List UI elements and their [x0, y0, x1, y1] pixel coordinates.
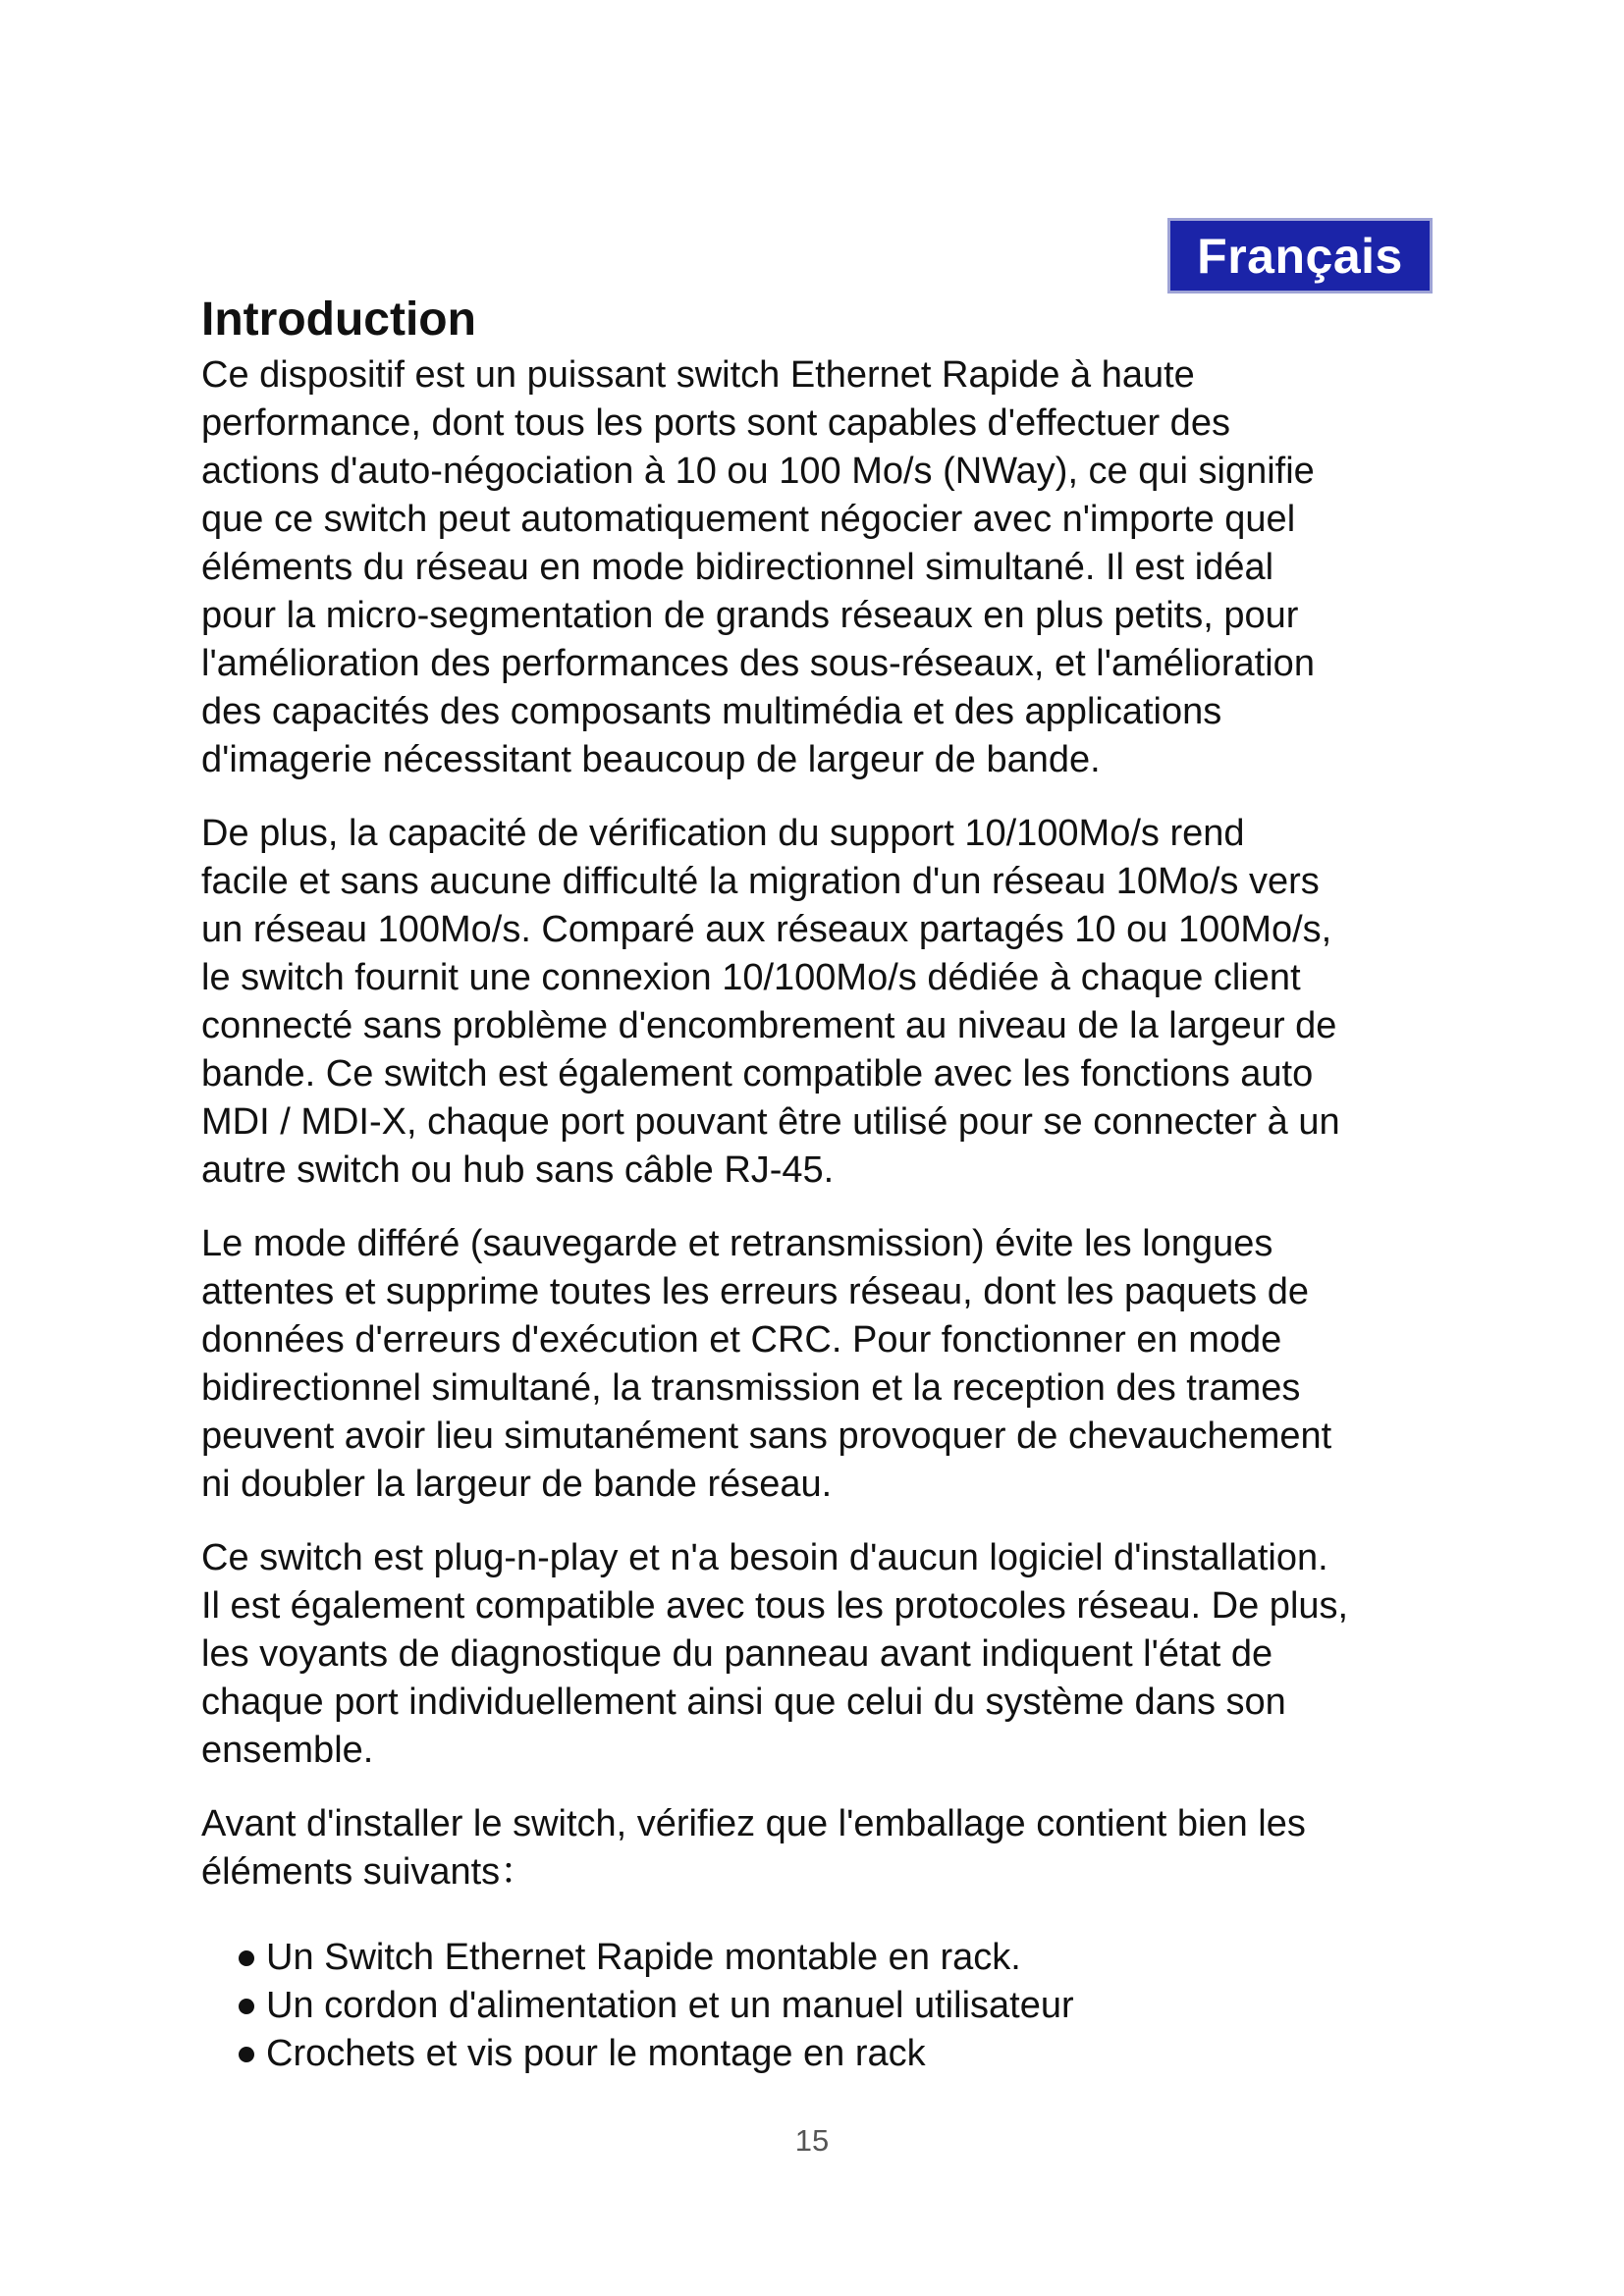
- list-item: Crochets et vis pour le montage en rack: [239, 2030, 1448, 2078]
- paragraph-store-and-forward: Le mode différé (sauvegarde et retransmission) évite les longues attentes et supprime toutes les erreurs réseau, dont les paquets de données d'erreurs d'exécution et CRC. Pour fonctionner en mode bidirectionnel simultané, la transmission et la reception des trames peuvent avoir lieu simutanément sans provoquer de chevauchement ni doubler la largeur de bande réseau.: [201, 1223, 1332, 1505]
- paragraph-plug-n-play: Ce switch est plug-n-play et n'a besoin d'aucun logiciel d'installation. Il est également compatible avec tous les protocoles réseau. De plus, les voyants de diagnostique du panneau avant indiquent l'état de chaque port individuellement ainsi que celui du système dans son ensemble.: [201, 1537, 1349, 1771]
- package-contents-list: [239, 1934, 1448, 2078]
- paragraph-migration: De plus, la capacité de vérification du support 10/100Mo/s rend facile et sans aucune difficulté la migration d'un réseau 10Mo/s vers un réseau 100Mo/s. Comparé aux réseaux partagés 10 ou 100Mo/s, le switch fournit une connexion 10/100Mo/s dédiée à chaque client connecté sans problème d'encombrement au niveau de la largeur de bande. Ce switch est également compatible avec les fonctions auto MDI / MDI-X, chaque port pouvant être utilisé pour se connecter à un autre switch ou hub sans câble RJ-45.: [201, 813, 1340, 1191]
- page-number: 15: [794, 2123, 830, 2158]
- paragraph-package-check: Avant d'installer le switch, vérifiez que l'emballage contient bien les éléments suivants：: [201, 1803, 1306, 1893]
- section-title: Introduction: [201, 294, 476, 346]
- list-item: Un cordon d'alimentation et un manuel utilisateur: [239, 1982, 1448, 2030]
- paragraph-intro: Ce dispositif est un puissant switch Ethernet Rapide à haute performance, dont tous les ports sont capables d'effectuer des actions d'auto-négociation à 10 ou 100 Mo/s (NWay), ce qui signifie que ce switch peut automatiquement négocier avec n'importe quel éléments du réseau en mode bidirectionnel simultané. Il est idéal pour la micro-segmentation de grands réseaux en plus petits, pour l'amélioration des performances des sous-réseaux, et l'amélioration des capacités des composants multimédia et des applications d'imagerie nécessitant beaucoup de largeur de bande.: [201, 354, 1315, 780]
- list-item: Un Switch Ethernet Rapide montable en rack.: [239, 1934, 1448, 1982]
- language-badge: Français: [1167, 218, 1433, 294]
- document-body: [201, 291, 1448, 2078]
